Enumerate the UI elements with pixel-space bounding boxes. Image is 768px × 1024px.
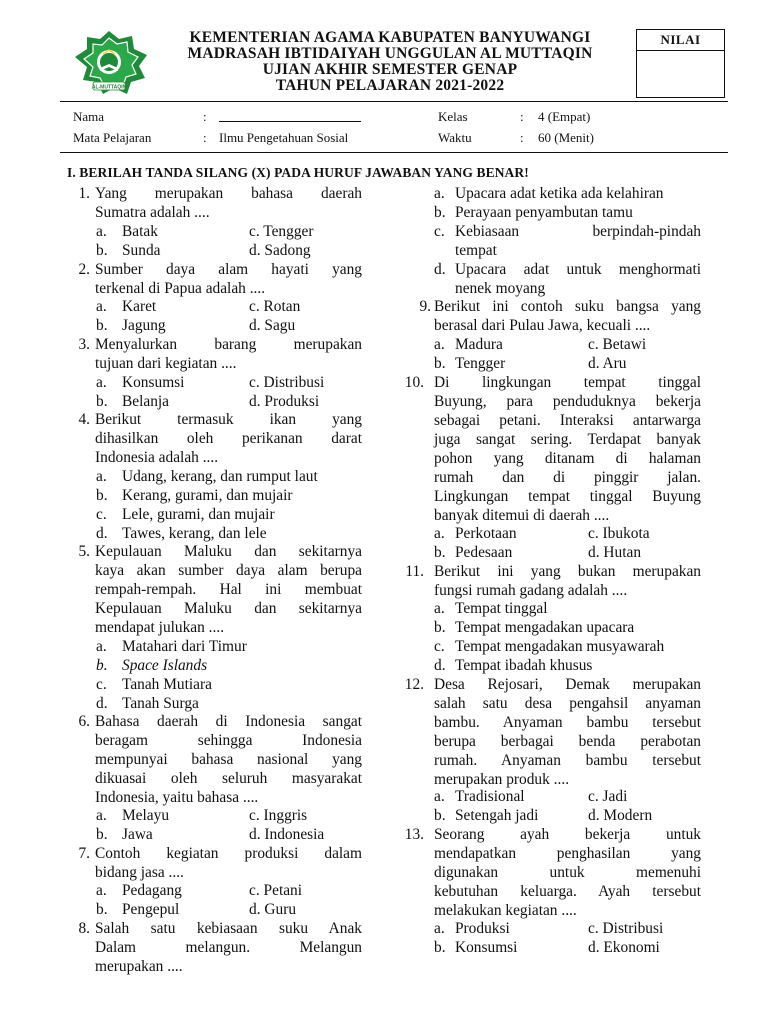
option-c[interactable] [434, 638, 665, 657]
question-6-line: mempunyai bahasa nasional yang [95, 751, 362, 768]
option-text: Space Islands [122, 657, 208, 674]
question-13-line: melakukan kegiatan .... [434, 902, 577, 919]
option-text: Guru [264, 901, 297, 918]
option-b[interactable] [96, 657, 208, 676]
option-text: Produksi [455, 920, 510, 937]
option-letter: b. [96, 317, 108, 334]
question-7-line: bidang jasa .... [95, 864, 184, 881]
option-letter: a. [434, 185, 445, 202]
option-b[interactable] [434, 939, 518, 958]
option-d[interactable] [249, 393, 319, 412]
option-b[interactable] [96, 487, 293, 506]
option-c[interactable] [588, 788, 627, 807]
option-text: Tempat mengadakan musyawarah [455, 638, 665, 655]
question-1-line: Yang merupakan bahasa daerah [95, 185, 362, 202]
question-10-line: pohon yang ditanam di halaman [434, 450, 701, 467]
option-text: Aru [602, 355, 627, 372]
option-text: Produksi [264, 393, 320, 410]
question-9-line: berasal dari Pulau Jawa, kecuali .... [434, 317, 651, 334]
option-text: Upacara adat untuk menghormati [455, 261, 701, 278]
option-text: Rotan [263, 298, 301, 315]
question-13-line: kebutuhan keluarga. Ayah tersebut [434, 883, 701, 900]
option-letter: b. [434, 544, 446, 561]
option-letter: b. [96, 487, 108, 504]
header-exam: UJIAN AKHIR SEMESTER GENAP [262, 61, 518, 78]
question-number: 1. [78, 185, 90, 202]
question-12-line: Desa Rejosari, Demak merupakan [434, 676, 701, 693]
kelas-value: 4 (Empat) [538, 109, 591, 124]
question-8-line: merupakan .... [95, 958, 183, 975]
question-number: 8. [78, 920, 90, 937]
option-letter: d. [588, 355, 600, 372]
option-c[interactable] [249, 807, 307, 826]
question-2-line: Sumber daya alam hayati yang [95, 261, 362, 278]
option-text: Distribusi [263, 374, 325, 391]
option-a[interactable] [96, 638, 247, 657]
option-letter: d. [434, 261, 446, 278]
question-8-line: Dalam melangun. Melangun [95, 939, 362, 956]
option-b[interactable] [96, 826, 153, 845]
option-c[interactable] [588, 525, 650, 544]
option-text: Kerang, gurami, dan mujair [122, 487, 293, 504]
option-text: Perayaan penyambutan tamu [455, 204, 633, 221]
option-letter: c. [588, 525, 599, 542]
question-11-line: fungsi rumah gadang adalah .... [434, 582, 628, 599]
option-letter: b. [434, 807, 446, 824]
question-10-line: sebagai petani. Interaksi antarwarga [434, 412, 701, 429]
option-text: Kebiasaan berpindah-pindah [455, 223, 701, 240]
question-1-line: Sumatra adalah .... [95, 204, 210, 221]
option-letter: b. [434, 355, 446, 372]
option-text: Jadi [602, 788, 628, 805]
option-text: Pedagang [122, 882, 182, 899]
question-12-line: salah satu desa pengahsil anyaman [434, 695, 701, 712]
header-ministry: KEMENTERIAN AGAMA KABUPATEN BANYUWANGI [189, 29, 591, 46]
option-text: Petani [263, 882, 303, 899]
question-3-line: Menyalurkan barang merupakan [95, 336, 362, 353]
option-text: Tawes, kerang, dan lele [122, 525, 267, 542]
question-number: 7. [78, 845, 90, 862]
option-c[interactable] [96, 506, 275, 525]
option-text: Ekonomi [603, 939, 660, 956]
option-text: Tempat tinggal [455, 600, 548, 617]
option-d[interactable] [249, 317, 295, 336]
svg-text:AL-MUTTAQIN: AL-MUTTAQIN [91, 84, 127, 91]
option-text: Tengger [455, 355, 506, 372]
option-letter: b. [96, 657, 108, 674]
question-6-line: beragam sehingga Indonesia [95, 732, 362, 749]
question-10-line: banyak ditemui di daerah .... [434, 507, 610, 524]
option-letter: c. [96, 676, 107, 693]
option-letter: b. [96, 242, 108, 259]
question-8-line: Salah satu kebiasaan suku Anak [95, 920, 362, 937]
option-b[interactable] [96, 393, 170, 412]
question-number: 4. [78, 411, 90, 428]
option-letter: c. [96, 506, 107, 523]
option-a[interactable] [96, 374, 185, 393]
question-6-line: Indonesia, yaitu bahasa .... [95, 789, 259, 806]
option-b[interactable] [96, 242, 161, 261]
option-d[interactable] [588, 355, 626, 374]
waktu-label: Waktu [438, 130, 472, 145]
option-text: Tanah Surga [122, 695, 199, 712]
option-letter: b. [434, 204, 446, 221]
option-letter: a. [96, 374, 107, 391]
option-text: Sagu [264, 317, 296, 334]
option-c-cont: tempat [455, 242, 497, 259]
option-letter: d. [249, 901, 261, 918]
option-text: Modern [603, 807, 653, 824]
option-letter: d. [588, 544, 600, 561]
option-letter: b. [96, 393, 108, 410]
option-text: Pengepul [122, 901, 180, 918]
question-13-line: Seorang ayah bekerja untuk [434, 826, 701, 843]
option-c[interactable] [588, 336, 646, 355]
question-12-line: berupa berbagai benda perabotan [434, 733, 701, 750]
option-d[interactable] [249, 242, 311, 261]
option-a[interactable] [434, 185, 664, 204]
option-d[interactable] [96, 695, 199, 714]
question-10-line: rumah dan di pinggir jalan. [434, 469, 701, 486]
option-letter: a. [434, 336, 445, 353]
option-letter: d. [588, 939, 600, 956]
option-letter: c. [588, 920, 599, 937]
option-text: Upacara adat ketika ada kelahiran [455, 185, 664, 202]
option-text: Tengger [263, 223, 314, 240]
option-text: Tempat ibadah khusus [455, 657, 593, 674]
option-c[interactable] [588, 920, 663, 939]
question-number: 10. [404, 374, 424, 391]
option-letter: d. [249, 242, 261, 259]
option-b[interactable] [96, 901, 180, 920]
question-10-line: Lingkungan tempat tinggal Buyung [434, 488, 701, 505]
option-text: Perkotaan [455, 525, 517, 542]
question-12-line: bambu. Anyaman bambu tersebut [434, 714, 701, 731]
option-letter: a. [96, 638, 107, 655]
header-year: TAHUN PELAJARAN 2021-2022 [275, 77, 505, 94]
question-number: 9. [419, 298, 431, 315]
nama-colon: : [203, 109, 207, 124]
kelas-colon: : [520, 109, 524, 124]
option-text: Jawa [122, 826, 153, 843]
option-c[interactable] [434, 223, 701, 242]
option-text: Sunda [122, 242, 161, 259]
option-b[interactable] [434, 355, 506, 374]
option-letter: d. [249, 317, 261, 334]
option-letter: b. [96, 901, 108, 918]
question-4-line: Berikut termasuk ikan yang [95, 411, 362, 428]
mapel-label: Mata Pelajaran [73, 130, 152, 145]
option-a[interactable] [96, 882, 182, 901]
option-c[interactable] [249, 298, 300, 317]
question-6-line: dikuasai oleh seluruh masyarakat [95, 770, 362, 787]
option-text: Udang, kerang, dan rumput laut [122, 468, 318, 485]
option-letter: c. [249, 807, 260, 824]
score-label: NILAI [637, 30, 724, 51]
option-letter: c. [249, 882, 260, 899]
option-d[interactable] [434, 261, 701, 280]
option-a[interactable] [434, 336, 503, 355]
option-a[interactable] [434, 920, 510, 939]
question-6-line: Bahasa daerah di Indonesia sangat [95, 713, 362, 730]
option-a[interactable] [96, 298, 157, 317]
option-c[interactable] [249, 882, 302, 901]
question-12-line: rumah. Anyaman bambu tersebut [434, 752, 701, 769]
option-letter: a. [96, 882, 107, 899]
header-rule-bottom [60, 152, 728, 153]
option-a[interactable] [96, 807, 170, 826]
option-d[interactable] [96, 525, 267, 544]
option-text: Hutan [603, 544, 642, 561]
option-letter: c. [434, 223, 445, 240]
mapel-colon: : [203, 130, 207, 145]
option-letter: b. [434, 619, 446, 636]
option-b[interactable] [96, 317, 166, 336]
option-c[interactable] [249, 223, 313, 242]
kelas-label: Kelas [438, 109, 468, 124]
option-text: Melayu [122, 807, 170, 824]
option-c[interactable] [96, 676, 212, 695]
option-a[interactable] [434, 525, 517, 544]
option-text: Batak [122, 223, 158, 240]
option-b[interactable] [434, 807, 539, 826]
option-letter: a. [434, 600, 445, 617]
question-11-line: Berikut ini yang bukan merupakan [434, 563, 701, 580]
option-text: Jagung [122, 317, 166, 334]
option-letter: c. [249, 374, 260, 391]
header-rule-top [60, 101, 728, 102]
option-text: Tanah Mutiara [122, 676, 212, 693]
option-text: Lele, gurami, dan mujair [122, 506, 275, 523]
question-number: 3. [78, 336, 90, 353]
option-d[interactable] [588, 544, 641, 563]
header-school: MADRASAH IBTIDAIYAH UNGGULAN AL MUTTAQIN [187, 45, 593, 62]
option-text: Distribusi [602, 920, 664, 937]
option-letter: a. [96, 298, 107, 315]
option-text: Pedesaan [455, 544, 513, 561]
mapel-value: Ilmu Pengetahuan Sosial [219, 130, 349, 145]
option-text: Konsumsi [455, 939, 518, 956]
option-d[interactable] [249, 901, 296, 920]
question-10-line: juga sangat sering. Terdapat banyak [434, 431, 701, 448]
option-b[interactable] [434, 204, 633, 223]
question-13-line: digunakan untuk memenuhi [434, 864, 701, 881]
question-5-line: Kepulauan Maluku dan sekitarnya [95, 543, 362, 560]
question-5-line: rempah-rempah. Hal ini membuat [95, 581, 362, 598]
option-letter: b. [96, 826, 108, 843]
option-a[interactable] [434, 600, 548, 619]
option-b[interactable] [434, 619, 635, 638]
option-d[interactable] [249, 826, 324, 845]
option-text: Setengah jadi [455, 807, 539, 824]
option-c[interactable] [249, 374, 324, 393]
question-2-line: terkenal di Papua adalah .... [95, 280, 266, 297]
nama-input-line[interactable] [219, 121, 361, 122]
question-4-line: dihasilkan oleh perikanan darat [95, 430, 362, 447]
option-text: Madura [455, 336, 503, 353]
question-number: 11. [405, 563, 424, 580]
option-letter: d. [249, 393, 261, 410]
option-letter: a. [434, 525, 445, 542]
question-number: 6. [78, 713, 90, 730]
option-letter: d. [96, 525, 108, 542]
option-text: Ibukota [602, 525, 650, 542]
question-number: 5. [78, 543, 90, 560]
option-letter: a. [434, 920, 445, 937]
option-text: Indonesia [264, 826, 325, 843]
option-a[interactable] [96, 468, 318, 487]
section-instruction: I. BERILAH TANDA SILANG (X) PADA HURUF JAWABAN YANG BENAR! [67, 165, 529, 180]
option-letter: c. [588, 336, 599, 353]
option-d-cont: nenek moyang [455, 280, 546, 297]
option-letter: d. [434, 657, 446, 674]
option-d[interactable] [434, 657, 593, 676]
option-text: Konsumsi [122, 374, 185, 391]
option-d[interactable] [588, 807, 652, 826]
option-text: Belanja [122, 393, 170, 410]
nama-label: Nama [73, 109, 105, 124]
question-10-line: Di lingkungan tempat tinggal [434, 374, 701, 391]
waktu-colon: : [520, 130, 524, 145]
question-number: 2. [78, 261, 90, 278]
school-logo [67, 30, 152, 95]
question-3-line: tujuan dari kegiatan .... [95, 355, 237, 372]
option-letter: a. [96, 807, 107, 824]
option-b[interactable] [434, 544, 513, 563]
question-number: 13. [404, 826, 424, 843]
question-7-line: Contoh kegiatan produksi dalam [95, 845, 362, 862]
question-5-line: mendapat julukan .... [95, 619, 225, 636]
option-a[interactable] [434, 788, 525, 807]
question-5-line: Kepulauan Maluku dan sekitarnya [95, 600, 362, 617]
question-number: 12. [404, 676, 424, 693]
option-text: Tradisional [455, 788, 525, 805]
option-text: Tempat mengadakan upacara [455, 619, 635, 636]
option-letter: d. [249, 826, 261, 843]
option-text: Matahari dari Timur [122, 638, 247, 655]
option-letter: c. [249, 223, 260, 240]
score-box[interactable] [636, 29, 725, 98]
option-letter: c. [434, 638, 445, 655]
option-letter: a. [434, 788, 445, 805]
waktu-value: 60 (Menit) [538, 130, 594, 145]
option-text: Betawi [602, 336, 647, 353]
option-letter: b. [434, 939, 446, 956]
question-9-line: Berikut ini contoh suku bangsa yang [434, 298, 701, 315]
question-5-line: kaya akan sumber daya alam berupa [95, 562, 362, 579]
question-4-line: Indonesia adalah .... [95, 449, 219, 466]
option-letter: a. [96, 468, 107, 485]
question-12-line: merupakan produk .... [434, 771, 570, 788]
option-text: Karet [122, 298, 157, 315]
option-text: Sadong [264, 242, 311, 259]
option-text: Inggris [263, 807, 308, 824]
option-letter: a. [96, 223, 107, 240]
option-letter: d. [588, 807, 600, 824]
option-letter: c. [588, 788, 599, 805]
question-10-line: Buyung, para penduduknya bekerja [434, 393, 701, 410]
option-letter: c. [249, 298, 260, 315]
option-letter: d. [96, 695, 108, 712]
option-d[interactable] [588, 939, 660, 958]
question-13-line: mendapatkan penghasilan yang [434, 845, 701, 862]
option-a[interactable] [96, 223, 158, 242]
